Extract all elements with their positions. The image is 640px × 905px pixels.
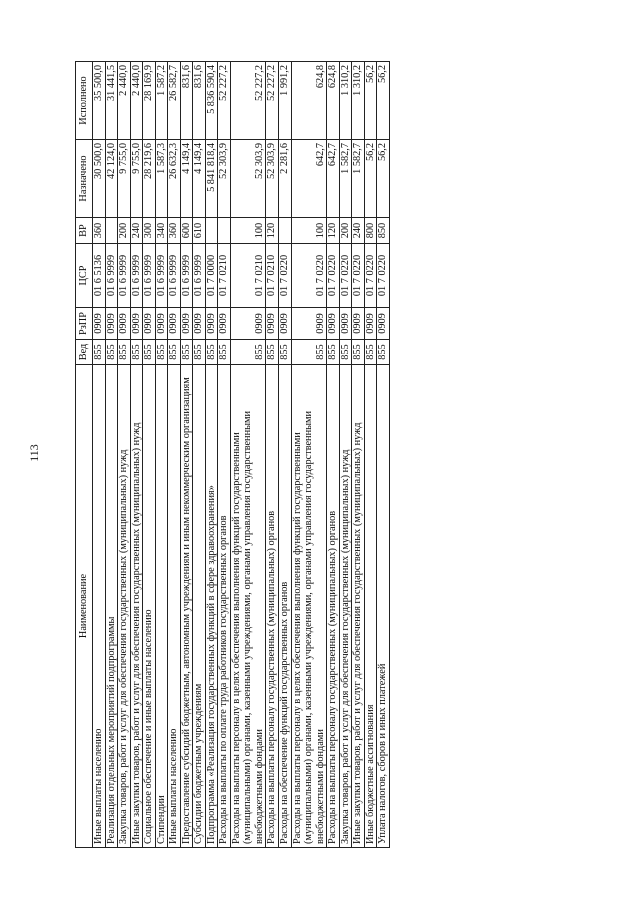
cell-vr: 600 bbox=[180, 218, 193, 244]
cell-ved: 855 bbox=[93, 340, 106, 365]
cell-ved: 855 bbox=[339, 340, 352, 365]
cell-ved: 855 bbox=[193, 340, 206, 365]
cell-csr: 01 7 0210 bbox=[266, 244, 279, 308]
cell-csr: 01 7 0220 bbox=[291, 244, 327, 308]
cell-executed: 52 227,2 bbox=[230, 62, 266, 140]
table-row bbox=[364, 62, 377, 848]
cell-rzpr: 0909 bbox=[364, 308, 377, 340]
cell-executed: 831,6 bbox=[180, 62, 193, 140]
cell-planned: 56,2 bbox=[364, 140, 377, 218]
cell-planned: 42 124,0 bbox=[105, 140, 118, 218]
cell-executed: 2 440,0 bbox=[130, 62, 143, 140]
cell-ved: 855 bbox=[168, 340, 181, 365]
table-row bbox=[339, 62, 352, 848]
cell-csr: 01 6 9999 bbox=[155, 244, 168, 308]
cell-executed: 2 440,0 bbox=[118, 62, 131, 140]
header-ved: Вед bbox=[76, 340, 93, 365]
cell-planned: 5 841 818,4 bbox=[205, 140, 218, 218]
cell-rzpr: 0909 bbox=[168, 308, 181, 340]
header-planned: Назначено bbox=[76, 140, 93, 218]
cell-rzpr: 0909 bbox=[266, 308, 279, 340]
cell-vr: 120 bbox=[266, 218, 279, 244]
cell-rzpr: 0909 bbox=[278, 308, 291, 340]
cell-vr: 340 bbox=[155, 218, 168, 244]
table-row bbox=[218, 62, 231, 848]
table-row bbox=[193, 62, 206, 848]
cell-planned: 4 149,4 bbox=[180, 140, 193, 218]
cell-ved: 855 bbox=[291, 340, 327, 365]
header-executed: Исполнено bbox=[76, 62, 93, 140]
cell-planned: 9 755,0 bbox=[130, 140, 143, 218]
cell-csr: 01 6 9999 bbox=[193, 244, 206, 308]
cell-rzpr: 0909 bbox=[143, 308, 156, 340]
cell-planned: 642,7 bbox=[291, 140, 327, 218]
cell-vr: 240 bbox=[352, 218, 365, 244]
cell-name: Иные закупки товаров, работ и услуг для обеспечения государственных (муниципальных) нужд bbox=[352, 365, 365, 848]
cell-executed: 624,8 bbox=[327, 62, 340, 140]
cell-planned: 9 755,0 bbox=[118, 140, 131, 218]
cell-ved: 855 bbox=[180, 340, 193, 365]
cell-executed: 35 500,0 bbox=[93, 62, 106, 140]
cell-rzpr: 0909 bbox=[339, 308, 352, 340]
header-csr: ЦСР bbox=[76, 244, 93, 308]
cell-csr: 01 7 0220 bbox=[377, 244, 390, 308]
cell-ved: 855 bbox=[230, 340, 266, 365]
table-header-row bbox=[76, 62, 93, 848]
cell-executed: 28 169,9 bbox=[143, 62, 156, 140]
cell-planned: 4 149,4 bbox=[193, 140, 206, 218]
cell-csr: 01 6 9999 bbox=[130, 244, 143, 308]
cell-vr: 360 bbox=[93, 218, 106, 244]
cell-vr: 200 bbox=[339, 218, 352, 244]
cell-ved: 855 bbox=[143, 340, 156, 365]
rotated-table-container bbox=[75, 62, 563, 848]
cell-executed: 831,6 bbox=[193, 62, 206, 140]
table-row bbox=[143, 62, 156, 848]
cell-vr: 200 bbox=[118, 218, 131, 244]
cell-executed: 56,2 bbox=[377, 62, 390, 140]
cell-csr: 01 7 0220 bbox=[352, 244, 365, 308]
cell-rzpr: 0909 bbox=[180, 308, 193, 340]
cell-planned: 56,2 bbox=[377, 140, 390, 218]
cell-executed: 1 587,2 bbox=[155, 62, 168, 140]
cell-executed: 52 227,2 bbox=[218, 62, 231, 140]
cell-vr: 360 bbox=[168, 218, 181, 244]
cell-executed: 624,8 bbox=[291, 62, 327, 140]
page-number: 113 bbox=[27, 444, 41, 462]
cell-ved: 855 bbox=[155, 340, 168, 365]
cell-rzpr: 0909 bbox=[130, 308, 143, 340]
cell-name: Расходы на выплаты персоналу в целях обеспечения выполнения функций государственными (муниципальными) органами, казенными учреждениями, органами управления государственными внебюджетными фондами bbox=[230, 365, 266, 848]
cell-name: Реализация отдельных мероприятий подпрограммы bbox=[105, 365, 118, 848]
cell-vr: 120 bbox=[327, 218, 340, 244]
cell-rzpr: 0909 bbox=[230, 308, 266, 340]
cell-vr: 300 bbox=[143, 218, 156, 244]
cell-name: Расходы на выплаты персоналу государственных (муниципальных) органов bbox=[266, 365, 279, 848]
cell-name: Иные выплаты населению bbox=[168, 365, 181, 848]
cell-rzpr: 0909 bbox=[377, 308, 390, 340]
table-row bbox=[377, 62, 390, 848]
cell-executed: 1 310,2 bbox=[352, 62, 365, 140]
cell-csr: 01 6 9999 bbox=[118, 244, 131, 308]
cell-vr: 240 bbox=[130, 218, 143, 244]
cell-rzpr: 0909 bbox=[193, 308, 206, 340]
cell-planned: 52 303,9 bbox=[218, 140, 231, 218]
cell-ved: 855 bbox=[278, 340, 291, 365]
cell-rzpr: 0909 bbox=[93, 308, 106, 340]
cell-planned: 1 582,7 bbox=[339, 140, 352, 218]
cell-name: Закупка товаров, работ и услуг для обеспечения государственных (муниципальных) нужд bbox=[118, 365, 131, 848]
header-name: Наименование bbox=[76, 365, 93, 848]
cell-vr bbox=[205, 218, 218, 244]
cell-rzpr: 0909 bbox=[105, 308, 118, 340]
cell-vr bbox=[105, 218, 118, 244]
cell-rzpr: 0909 bbox=[291, 308, 327, 340]
cell-csr: 01 6 5136 bbox=[93, 244, 106, 308]
cell-rzpr: 0909 bbox=[218, 308, 231, 340]
cell-ved: 855 bbox=[352, 340, 365, 365]
header-vr: ВР bbox=[76, 218, 93, 244]
cell-csr: 01 6 9999 bbox=[168, 244, 181, 308]
budget-execution-table bbox=[75, 61, 390, 848]
cell-vr bbox=[278, 218, 291, 244]
cell-name: Расходы на выплаты по оплате труда работников государственных органов bbox=[218, 365, 231, 848]
cell-rzpr: 0909 bbox=[352, 308, 365, 340]
cell-name: Иные выплаты населению bbox=[93, 365, 106, 848]
table-row bbox=[327, 62, 340, 848]
table-row bbox=[118, 62, 131, 848]
cell-vr: 850 bbox=[377, 218, 390, 244]
table-row bbox=[291, 62, 327, 848]
cell-planned: 642,7 bbox=[327, 140, 340, 218]
cell-executed: 26 582,7 bbox=[168, 62, 181, 140]
table-row bbox=[352, 62, 365, 848]
cell-executed: 56,2 bbox=[364, 62, 377, 140]
cell-planned: 26 632,3 bbox=[168, 140, 181, 218]
cell-name: Уплата налогов, сборов и иных платежей bbox=[377, 365, 390, 848]
cell-ved: 855 bbox=[218, 340, 231, 365]
cell-executed: 1 991,2 bbox=[278, 62, 291, 140]
cell-csr: 01 7 0220 bbox=[278, 244, 291, 308]
cell-ved: 855 bbox=[118, 340, 131, 365]
table-row bbox=[105, 62, 118, 848]
cell-rzpr: 0909 bbox=[327, 308, 340, 340]
table-row bbox=[93, 62, 106, 848]
table-row bbox=[205, 62, 218, 848]
table-row bbox=[180, 62, 193, 848]
cell-csr: 01 7 0220 bbox=[327, 244, 340, 308]
header-rzpr: РзПР bbox=[76, 308, 93, 340]
cell-name: Расходы на выплаты персоналу в целях обеспечения выполнения функций государственными (муниципальными) органами, казенными учреждениями, органами управления государственными внебюджетными фондами bbox=[291, 365, 327, 848]
table-row bbox=[168, 62, 181, 848]
cell-ved: 855 bbox=[205, 340, 218, 365]
cell-rzpr: 0909 bbox=[118, 308, 131, 340]
cell-name: Закупка товаров, работ и услуг для обеспечения государственных (муниципальных) нужд bbox=[339, 365, 352, 848]
cell-executed: 1 310,2 bbox=[339, 62, 352, 140]
cell-executed: 5 836 590,4 bbox=[205, 62, 218, 140]
cell-planned: 2 281,6 bbox=[278, 140, 291, 218]
cell-name: Иные закупки товаров, работ и услуг для обеспечения государственных (муниципальных) нужд bbox=[130, 365, 143, 848]
cell-csr: 01 7 0220 bbox=[364, 244, 377, 308]
cell-csr: 01 6 9999 bbox=[180, 244, 193, 308]
cell-name: Субсидии бюджетным учреждениям bbox=[193, 365, 206, 848]
cell-csr: 01 6 9999 bbox=[105, 244, 118, 308]
cell-ved: 855 bbox=[364, 340, 377, 365]
cell-planned: 52 303,9 bbox=[266, 140, 279, 218]
cell-vr bbox=[218, 218, 231, 244]
cell-planned: 28 219,6 bbox=[143, 140, 156, 218]
cell-name: Подпрограмма «Реализация государственных функций в сфере здравоохранения» bbox=[205, 365, 218, 848]
cell-ved: 855 bbox=[266, 340, 279, 365]
cell-ved: 855 bbox=[105, 340, 118, 365]
cell-name: Социальное обеспечение и иные выплаты населению bbox=[143, 365, 156, 848]
cell-rzpr: 0909 bbox=[155, 308, 168, 340]
table-row bbox=[155, 62, 168, 848]
cell-planned: 52 303,9 bbox=[230, 140, 266, 218]
cell-csr: 01 7 0220 bbox=[339, 244, 352, 308]
cell-planned: 1 587,3 bbox=[155, 140, 168, 218]
cell-ved: 855 bbox=[130, 340, 143, 365]
cell-name: Стипендии bbox=[155, 365, 168, 848]
cell-name: Расходы на выплаты персоналу государственных (муниципальных) органов bbox=[327, 365, 340, 848]
cell-rzpr: 0909 bbox=[205, 308, 218, 340]
cell-executed: 31 441,5 bbox=[105, 62, 118, 140]
cell-csr: 01 7 0210 bbox=[230, 244, 266, 308]
cell-vr: 610 bbox=[193, 218, 206, 244]
cell-csr: 01 7 0210 bbox=[218, 244, 231, 308]
table-row bbox=[266, 62, 279, 848]
table-row bbox=[278, 62, 291, 848]
cell-vr: 100 bbox=[291, 218, 327, 244]
cell-vr: 800 bbox=[364, 218, 377, 244]
cell-ved: 855 bbox=[377, 340, 390, 365]
cell-name: Иные бюджетные ассигнования bbox=[364, 365, 377, 848]
cell-vr: 100 bbox=[230, 218, 266, 244]
cell-csr: 01 6 9999 bbox=[143, 244, 156, 308]
table-row bbox=[230, 62, 266, 848]
cell-planned: 1 582,7 bbox=[352, 140, 365, 218]
cell-name: Расходы на обеспечение функций государственных органов bbox=[278, 365, 291, 848]
cell-ved: 855 bbox=[327, 340, 340, 365]
table-row bbox=[130, 62, 143, 848]
cell-name: Предоставление субсидий бюджетным, автономным учреждениям и иным некоммерческим организациям bbox=[180, 365, 193, 848]
cell-csr: 01 7 0000 bbox=[205, 244, 218, 308]
cell-executed: 52 227,2 bbox=[266, 62, 279, 140]
cell-planned: 30 500,0 bbox=[93, 140, 106, 218]
